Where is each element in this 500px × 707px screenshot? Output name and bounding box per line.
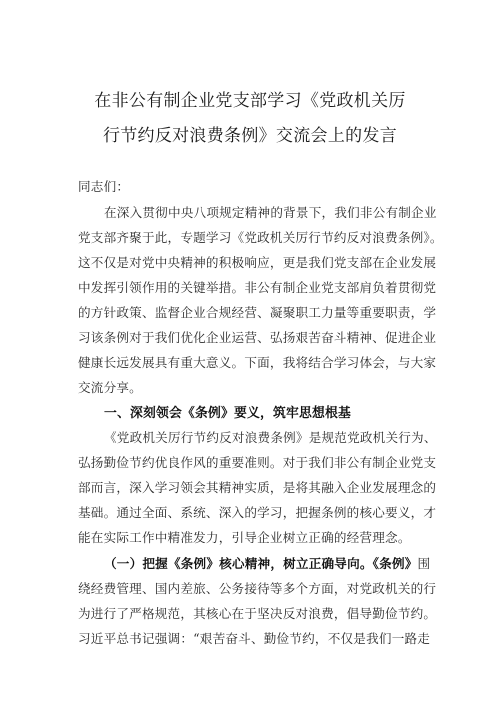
paragraph-2-line: 能在实际工作中精准发力，引导企业树立正确的经营理念。 bbox=[78, 530, 411, 545]
paragraph-1-line: 健康长远发展具有重大意义。下面，我将结合学习体会，与大家 bbox=[78, 355, 437, 370]
paragraph-2-line: 《党政机关厉行节约反对浪费条例》是规范党政机关行为、 bbox=[104, 430, 437, 445]
paragraph-3-line: 习近平总书记强调：“艰苦奋斗、勤俭节约，不仅是我们一路走 bbox=[78, 631, 431, 646]
paragraph-1-line: 党支部齐聚于此，专题学习《党政机关厉行节约反对浪费条例》。 bbox=[78, 230, 443, 245]
paragraph-3-first-line bbox=[104, 553, 459, 572]
salutation: 同志们： bbox=[78, 179, 130, 194]
paragraph-2-line: 基础。通过全面、系统、深入的学习，把握条例的核心要义，才 bbox=[78, 505, 437, 520]
paragraph-1-line: 在深入贯彻中央八项规定精神的背景下，我们非公有制企业 bbox=[104, 205, 437, 220]
paragraph-3-line-tail: 围 bbox=[417, 556, 431, 571]
paragraph-1-line: 这不仅是对党中央精神的积极响应，更是我们党支部在企业发展 bbox=[78, 255, 437, 270]
paragraph-3-line: 绕经费管理、国内差旅、公务接待等多个方面，对党政机关的行 bbox=[78, 581, 437, 596]
paragraph-2-line: 弘扬勤俭节约优良作风的重要准则。对于我们非公有制企业党支 bbox=[78, 455, 437, 470]
subsection-heading-1: （一）把握《条例》核心精神，树立正确导向。《条例》 bbox=[104, 556, 418, 571]
paragraph-1-line: 交流分享。 bbox=[78, 380, 142, 395]
section-heading-1: 一、深刻领会《条例》要义，筑牢思想根基 bbox=[104, 406, 351, 421]
document-title-line-2: 行节约反对浪费条例》交流会上的发言 bbox=[102, 126, 398, 146]
paragraph-1-line: 的方针政策、监督企业合规经营、凝聚职工力量等重要职责，学 bbox=[78, 305, 437, 320]
paragraph-1-line: 中发挥引领作用的关键举措。非公有制企业党支部肩负着贯彻党 bbox=[78, 280, 437, 295]
paragraph-3-line: 为进行了严格规范，其核心在于坚决反对浪费，倡导勤俭节约。 bbox=[78, 606, 437, 621]
paragraph-1-line: 习该条例对于我们优化企业运营、弘扬艰苦奋斗精神、促进企业 bbox=[78, 330, 437, 345]
paragraph-2-line: 部而言，深入学习领会其精神实质，是将其融入企业发展理念的 bbox=[78, 480, 437, 495]
document-title-line-1: 在非公有制企业党支部学习《党政机关厉 bbox=[94, 91, 406, 111]
